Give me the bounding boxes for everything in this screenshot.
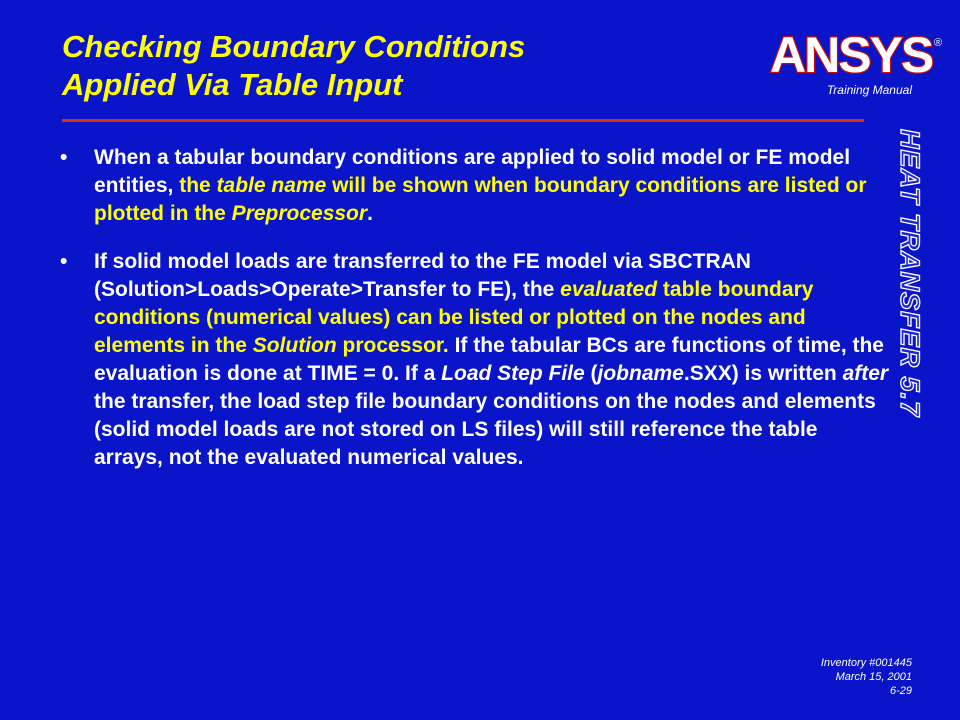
slide-title-line1: Checking Boundary Conditions [62,29,526,64]
bullet-text: ( [584,362,598,385]
bullet-item [60,248,890,472]
bullet-marker: • [60,146,68,169]
title-divider [62,119,864,122]
emphasis-text: Load Step File [441,362,585,385]
bullet-text: . [367,202,373,225]
bullet-text: If the tabular BCs are functions of time, the evaluation is done at TIME = 0. If a [94,334,884,385]
highlight-emphasis: evaluated [560,278,658,301]
highlight-text: processor. [336,334,449,357]
sidebar-label [883,125,953,425]
highlight-text: will be shown when boundary conditions are listed or plotted in the [94,174,867,225]
bullet-text: the transfer, the load step file boundary conditions on the nodes and elements (solid model loads are not stored on LS files) will still reference the table arrays, not the evaluated numerical values. [94,390,876,469]
emphasis-text: jobname [597,362,684,385]
registered-mark: ® [934,37,943,49]
highlight-emphasis: Preprocessor [231,202,368,225]
sidebar-label-text: HEAT TRANSFER 5.7 [895,129,925,418]
slide-footer [821,656,912,698]
bullet-text: .SXX) is written [683,362,843,385]
footer-date: March 15, 2001 [835,671,912,683]
slide-title-line2: Applied Via Table Input [62,67,403,102]
page-number: 6-29 [889,685,912,697]
slide-title [62,28,525,104]
bullet-text: If solid model loads are transferred to the FE model via SBCTRAN (Solution>Loads>Operate>Transfer to FE), the [94,250,751,301]
highlight-emphasis: Solution [252,334,337,357]
highlight-text: the [179,174,217,197]
bullet-item [60,144,890,228]
bullet-list [60,144,890,492]
highlight-emphasis: table name [216,174,327,197]
inventory-number: Inventory #001445 [820,657,912,669]
logo-text: ANSYS [770,28,933,80]
emphasis-text: after [842,362,889,385]
ansys-logo [766,28,948,80]
bullet-marker: • [60,250,68,273]
training-manual-label: Training Manual [826,83,912,97]
bullet-text: When a tabular boundary conditions are applied to solid model or FE model entities, [94,146,851,197]
highlight-text: table boundary conditions (numerical values) can be listed or plotted on the nodes and elements in the [94,278,814,357]
